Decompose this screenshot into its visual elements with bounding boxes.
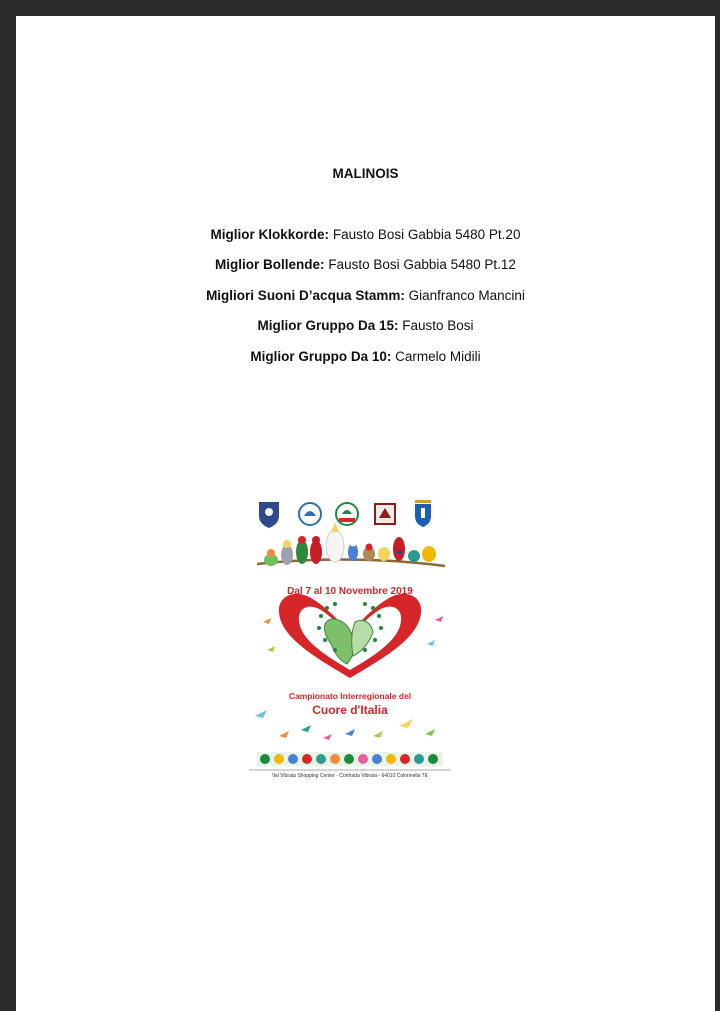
poster-venue: Val Vibrata Shopping Center - Contrada Vibrata - 64010 Colonnella TE [271,773,429,778]
canary-icon [378,547,390,561]
event-poster [249,494,451,778]
section-title: MALINOIS [332,166,399,181]
cockatiel-icon [281,540,293,565]
award-label: Migliori Suoni D’acqua Stamm: [206,288,405,303]
poster-graphic [249,494,451,778]
poster-event-line2: Cuore d'Italia [312,703,388,717]
birds-row [257,522,445,566]
document-page [16,16,715,1011]
award-value: Gianfranco Mancini [408,288,525,303]
award-value: Carmelo Midili [395,349,481,364]
award-value: Fausto Bosi Gabbia 5480 Pt.12 [328,257,516,272]
cockatoo-icon [326,522,344,562]
lory-icon [393,537,405,561]
regional-emblem-icon [375,504,395,524]
award-row [16,349,715,364]
finch-icon [408,550,420,562]
budgie-icon [348,540,358,562]
lovebird-icon [264,549,278,566]
award-label: Miglior Gruppo Da 15: [257,318,399,333]
award-label: Miglior Klokkorde: [210,227,330,242]
emblems-row [259,500,431,528]
award-row [16,257,715,272]
sponsor-parrots-row [257,752,443,766]
goldfinch-icon [363,544,375,562]
award-value: Fausto Bosi [402,318,474,333]
poster-event-line1: Campionato Interregionale del [288,691,412,701]
association-emblem-icon [336,503,358,525]
yellow-canary-icon [422,546,436,562]
red-parrot-icon [310,536,322,564]
award-label: Miglior Gruppo Da 10: [250,349,392,364]
award-row [16,288,715,303]
award-label: Miglior Bollende: [215,257,325,272]
award-row [16,227,715,242]
town-crest-icon [415,500,431,527]
bird-club-emblem-icon [299,503,321,525]
award-value: Fausto Bosi Gabbia 5480 Pt.20 [332,227,521,242]
poster-dates: Dal 7 al 10 Novembre 2019 [287,586,413,597]
federation-emblem-icon [259,502,279,528]
heart-hands-graphic [279,594,421,678]
parrot-icon [296,536,308,564]
award-row [16,318,715,333]
